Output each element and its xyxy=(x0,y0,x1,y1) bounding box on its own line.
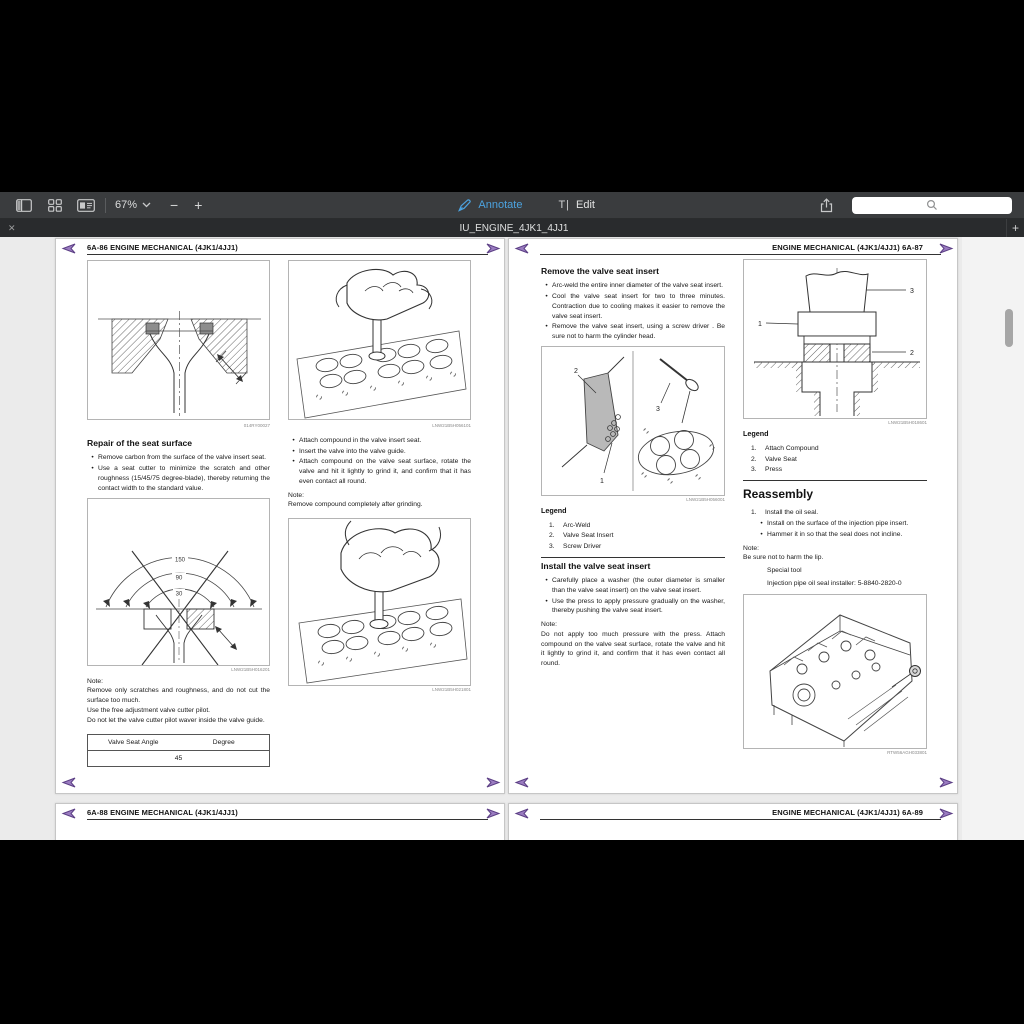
tab-bar xyxy=(0,219,1024,237)
figure-code: 014RY00027 xyxy=(243,423,270,428)
toolbar xyxy=(0,192,1024,219)
close-icon[interactable]: ✕ xyxy=(8,222,16,233)
header-rule xyxy=(540,254,941,255)
sidebar-icon xyxy=(16,199,32,212)
attach-compound-figure xyxy=(288,260,471,420)
legend-item: 2. Valve Seat xyxy=(751,455,797,463)
bullet-item: • Remove the valve seat insert, using a screw driver . Be sure not to harm the cylinder head. xyxy=(541,322,725,341)
note-line: Do not let the valve cutter pilot waver inside the valve guide. xyxy=(87,716,265,724)
legend-item: 2. Valve Seat Insert xyxy=(549,532,614,540)
section-divider xyxy=(541,557,725,558)
left-column xyxy=(541,263,725,669)
bullet-item: • Attach compound on the valve seat surface, rotate the valve and hit it lightly to grind it, and confirm that it has even contact all round. xyxy=(288,457,471,486)
search-icon xyxy=(927,200,938,211)
bullet-item: • Arc-weld the entire inner diameter of the valve seat insert. xyxy=(541,281,725,291)
figure-number: 1 xyxy=(758,321,762,328)
next-page-arrow-icon[interactable] xyxy=(486,243,501,254)
prev-page-arrow-icon[interactable] xyxy=(61,777,76,788)
pen-icon xyxy=(457,199,472,212)
page-6a-89 xyxy=(508,803,958,840)
bullet-item: • Hammer it in so that the seal does not incline. xyxy=(756,530,927,540)
prev-page-arrow-icon[interactable] xyxy=(514,777,529,788)
prev-page-arrow-icon[interactable] xyxy=(61,243,76,254)
special-tool-value: Injection pipe oil seal installer: 5-8840-2820-0 xyxy=(767,579,902,587)
page-header: ENGINE MECHANICAL (4JK1/4JJ1) 6A-87 xyxy=(772,243,923,252)
prev-page-arrow-icon[interactable] xyxy=(514,808,529,819)
text-edit-icon: T| xyxy=(558,199,571,211)
next-page-arrow-icon[interactable] xyxy=(939,243,954,254)
thumbnail-view-button[interactable] xyxy=(45,197,65,213)
remove-seat-insert-figure xyxy=(541,346,725,496)
table-header-cell: Degree xyxy=(212,738,235,746)
header-rule xyxy=(87,819,488,820)
legend-item: 3. Screw Driver xyxy=(549,543,602,551)
figure-number: 3 xyxy=(656,405,660,413)
annotate-label: Annotate xyxy=(478,199,523,211)
table-header-cell: Valve Seat Angle xyxy=(108,738,159,746)
note-label: Note: xyxy=(743,544,759,552)
toolbar-separator xyxy=(105,198,106,213)
angle-label: 90 xyxy=(175,575,183,582)
edit-label: Edit xyxy=(576,199,595,211)
zoom-menu[interactable] xyxy=(115,199,151,211)
next-page-arrow-icon[interactable] xyxy=(939,777,954,788)
table-value-cell: 45 xyxy=(174,754,183,762)
legend-item: 3. Press xyxy=(751,466,783,474)
bullet-item: • Attach compound in the valve insert seat. xyxy=(288,436,471,446)
page-6a-87 xyxy=(508,238,958,794)
edit-button[interactable] xyxy=(558,199,595,211)
document-title: IU_ENGINE_4JK1_4JJ1 xyxy=(459,222,569,234)
bullet-item: • Cool the valve seat insert for two to three minutes. Contraction due to cooling makes it easier to remove the valve seat insert. xyxy=(541,292,725,321)
bullet-item: • Remove carbon from the surface of the valve insert seat. xyxy=(87,453,270,463)
figure-code: LNW21B5H016201 xyxy=(231,667,270,673)
note-line: Be sure not to harm the lip. xyxy=(743,554,824,562)
toolbar-right xyxy=(816,197,1012,214)
figure-number: 1 xyxy=(600,477,604,485)
contact-sheet-button[interactable] xyxy=(76,197,96,213)
figure-number: 2 xyxy=(910,350,914,357)
page-6a-86 xyxy=(55,238,505,794)
section-title: Reassembly xyxy=(743,486,814,501)
section-title: Install the valve seat insert xyxy=(541,560,651,571)
share-icon xyxy=(820,198,833,213)
figure-number: 2 xyxy=(574,367,578,375)
annotate-button[interactable] xyxy=(457,199,522,212)
document-viewport[interactable] xyxy=(0,237,1024,840)
bullet-item: • Install on the surface of the injection pipe insert. xyxy=(756,519,927,529)
share-button[interactable] xyxy=(816,197,836,213)
section-divider xyxy=(743,480,927,481)
chevron-down-icon xyxy=(142,202,151,208)
right-column xyxy=(743,259,927,756)
zoom-in-button[interactable]: + xyxy=(194,197,203,213)
next-page-arrow-icon[interactable] xyxy=(486,777,501,788)
special-tool-label: Special tool xyxy=(767,566,802,574)
valve-lapping-figure xyxy=(288,518,471,686)
note-line: Use the free adjustment valve cutter pilot. xyxy=(87,706,211,714)
valve-seat-section-figure xyxy=(87,260,270,420)
page-header: ENGINE MECHANICAL (4JK1/4JJ1) 6A-89 xyxy=(772,808,923,817)
new-tab-button[interactable]: + xyxy=(1006,219,1024,237)
vertical-scrollbar-thumb[interactable] xyxy=(1005,309,1013,347)
header-rule xyxy=(540,819,941,820)
numbered-step: 1. Install the oil seal. xyxy=(751,509,819,517)
bullet-item: • Use the press to apply pressure gradually on the washer, thereby pushing the valve seat insert. xyxy=(541,597,725,616)
legend-item: 1. Arc-Weld xyxy=(549,521,591,529)
figure-number: 3 xyxy=(910,288,914,295)
sidebar-toggle-button[interactable] xyxy=(14,197,34,213)
legend-label: Legend xyxy=(743,429,769,439)
next-page-arrow-icon[interactable] xyxy=(486,808,501,819)
angle-label: 30 xyxy=(175,591,183,598)
page-header: 6A-86 ENGINE MECHANICAL (4JK1/4JJ1) xyxy=(87,243,238,252)
bullet-item: • Use a seat cutter to minimize the scratch and other roughness (15/45/75 degree-blade), thereby returning the contact width to the standard value. xyxy=(87,464,270,493)
page-6a-88 xyxy=(55,803,505,840)
note-line: Remove only scratches and roughness, and do not cut the surface too much. xyxy=(87,687,270,705)
page-header: 6A-88 ENGINE MECHANICAL (4JK1/4JJ1) xyxy=(87,808,238,817)
prev-page-arrow-icon[interactable] xyxy=(61,808,76,819)
figure-code: LNW21B5H018601 xyxy=(888,420,927,425)
right-column xyxy=(288,435,471,692)
note-label: Note: xyxy=(541,621,557,629)
bullet-item: • Insert the valve into the valve guide. xyxy=(288,447,471,457)
figure-code: LNW21B5H056001 xyxy=(686,496,725,502)
next-page-arrow-icon[interactable] xyxy=(939,808,954,819)
note-line: Remove compound completely after grinding. xyxy=(288,501,423,509)
contact-sheet-icon xyxy=(77,199,95,212)
legend-label: Legend xyxy=(541,506,567,516)
section-title: Remove the valve seat insert xyxy=(541,266,659,276)
note-label: Note: xyxy=(87,677,103,685)
grid-icon xyxy=(48,199,62,212)
cylinder-head-figure xyxy=(743,594,927,749)
note-label: Note: xyxy=(288,491,304,499)
header-rule xyxy=(87,254,488,255)
angle-label: 150 xyxy=(174,557,186,564)
zoom-level: 67% xyxy=(115,199,138,211)
valve-seat-angle-table xyxy=(87,734,270,766)
figure-code: LNW21B5H021801 xyxy=(432,687,471,693)
bullet-item: • Carefully place a washer (the outer diameter is smaller than the valve seat insert) on the valve seat insert. xyxy=(541,576,725,595)
section-title: Repair of the seat surface xyxy=(87,438,193,448)
legend-item: 1. Attach Compound xyxy=(751,444,819,452)
figure-code: LNW21B5H056101 xyxy=(432,423,471,428)
search-field xyxy=(852,197,1012,214)
figure-code: RTW56AGH033801 xyxy=(887,750,927,756)
press-insert-figure xyxy=(743,259,927,419)
viewport-margin xyxy=(962,237,1024,840)
left-column xyxy=(87,435,270,767)
note-line: Do not apply too much pressure with the press. Attach compound on the valve seat surface, rotate the valve and hit it lightly to grind it, and confirm that it has even contact all round. xyxy=(541,630,725,667)
zoom-out-button[interactable]: − xyxy=(170,197,179,213)
view-controls xyxy=(14,197,96,213)
prev-page-arrow-icon[interactable] xyxy=(514,243,529,254)
seat-angle-figure xyxy=(87,498,270,666)
